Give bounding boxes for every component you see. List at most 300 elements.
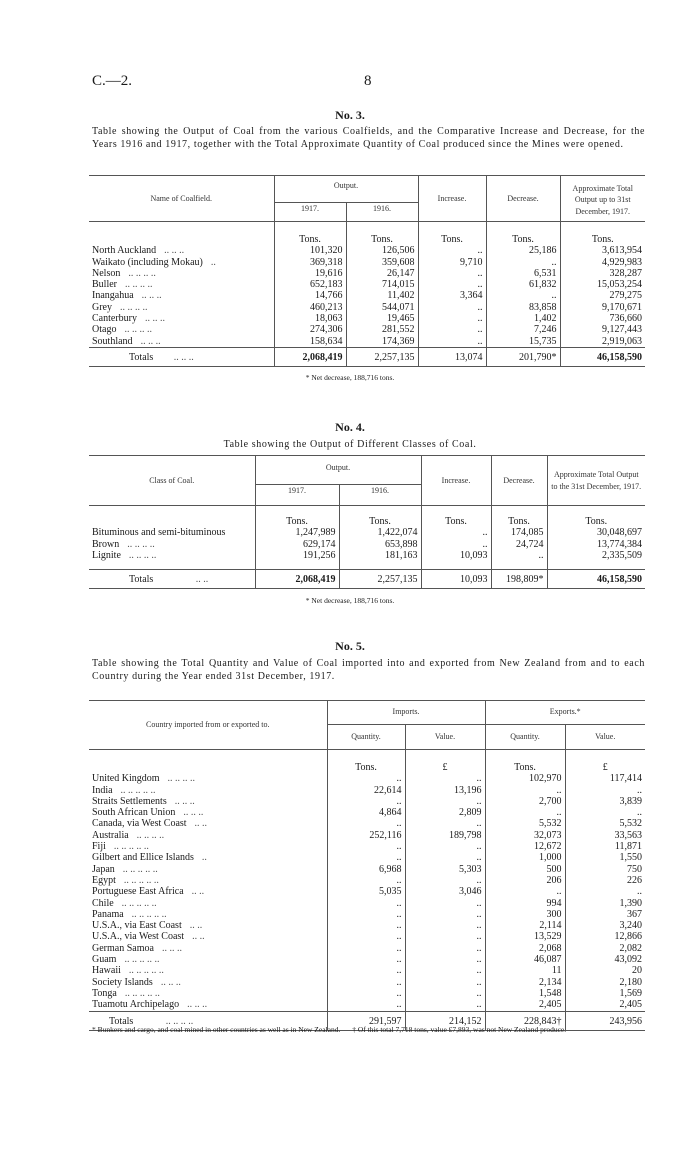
table4-cell-inc: .. <box>421 527 491 538</box>
table-row <box>89 257 645 268</box>
table5-cell-iq: .. <box>327 818 405 829</box>
table-row <box>89 302 645 313</box>
table5-cell-eq: 500 <box>485 864 565 875</box>
table3-row-leader: .. .. .. <box>140 335 161 347</box>
table5-row-name: U.S.A., via East Coast <box>92 920 182 932</box>
table5-unit: Tons. <box>327 762 405 773</box>
table-row <box>89 336 645 348</box>
table3-cell-dec: 83,858 <box>486 302 560 313</box>
table5-cell-eq: 102,970 <box>485 773 565 784</box>
table5-cell-iq: 4,864 <box>327 807 405 818</box>
table5-cell-iv: .. <box>405 796 485 807</box>
table5-cell-ev: .. <box>565 785 645 796</box>
table4-header-1917: 1917. <box>255 485 339 506</box>
table5-header-exports: Exports.* <box>485 701 645 725</box>
table5-row-name: Australia <box>92 829 129 841</box>
table3-row-label <box>89 268 274 279</box>
table4 <box>89 455 645 589</box>
table-row <box>89 785 645 796</box>
table5-row-leader: .. .. .. .. .. <box>122 863 158 875</box>
table5-cell-eq: 5,532 <box>485 818 565 829</box>
table5-row-name: Egypt <box>92 874 116 886</box>
table5-cell-iq: .. <box>327 773 405 784</box>
table4-total-1916: 2,257,135 <box>339 570 421 589</box>
table5-cell-iv: .. <box>405 909 485 920</box>
table5-cell-eq: .. <box>485 807 565 818</box>
table5-cell-eq: 2,405 <box>485 999 565 1011</box>
table3-cell-y1917: 101,320 <box>274 245 346 256</box>
table-row <box>89 909 645 920</box>
table5-row-leader: .. .. <box>191 886 205 898</box>
table4-header-decrease: Decrease. <box>491 456 547 506</box>
table5-row-label <box>89 785 327 796</box>
table5-row-name: German Samoa <box>92 942 154 954</box>
table-row <box>89 988 645 999</box>
table5-cell-eq: 206 <box>485 875 565 886</box>
table5-row-label <box>89 807 327 818</box>
table5-row-name: Gilbert and Ellice Islands <box>92 852 194 864</box>
table-row <box>89 954 645 965</box>
table4-cell-y1916: 181,163 <box>339 550 421 561</box>
table3-cell-inc: .. <box>418 268 486 279</box>
table5-total-import-quantity: 291,597 <box>327 1011 405 1030</box>
table5-row-name: Canada, via West Coast <box>92 818 187 830</box>
table5-cell-eq: 2,700 <box>485 796 565 807</box>
table5-row-name: Guam <box>92 954 117 966</box>
table5-row-label <box>89 852 327 863</box>
table-row <box>89 830 645 841</box>
table3-cell-dec: 6,531 <box>486 268 560 279</box>
table5-header-import-quantity: Quantity. <box>327 725 405 750</box>
table-row <box>89 898 645 909</box>
table3-totals-leader: .. .. .. <box>173 351 194 363</box>
table4-total-decrease: 198,809* <box>491 570 547 589</box>
table5-row-name: Fiji <box>92 841 106 853</box>
table4-total-1917: 2,068,419 <box>255 570 339 589</box>
table5-cell-iv: .. <box>405 965 485 976</box>
table4-cell-y1917: 1,247,989 <box>255 527 339 538</box>
table5-row-name: South African Union <box>92 807 176 819</box>
table3-cell-total: 9,170,671 <box>560 302 645 313</box>
table5-cell-ev: 367 <box>565 909 645 920</box>
table5-cell-iv: 189,798 <box>405 830 485 841</box>
table5-cell-eq: 2,114 <box>485 920 565 931</box>
table-row <box>89 943 645 954</box>
table5-row-label <box>89 977 327 988</box>
table5-row-name: Tuamotu Archipelago <box>92 999 180 1011</box>
table5-cell-iq: .. <box>327 898 405 909</box>
table5-cell-ev: 117,414 <box>565 773 645 784</box>
table-row <box>89 841 645 852</box>
table5-row-label <box>89 999 327 1011</box>
table3-cell-total: 2,919,063 <box>560 336 645 348</box>
table5-cell-eq: 300 <box>485 909 565 920</box>
table5-row-name: United Kingdom <box>92 773 160 785</box>
table5-unit: £ <box>405 762 485 773</box>
table5-cell-iv: .. <box>405 999 485 1011</box>
table5-header-export-value: Value. <box>565 725 645 750</box>
table-row <box>89 268 645 279</box>
table5 <box>89 700 645 1031</box>
table5-row-label <box>89 818 327 829</box>
table-row <box>89 773 645 784</box>
table5-cell-iq: .. <box>327 988 405 999</box>
table4-cell-total: 2,335,509 <box>547 550 645 561</box>
table3-cell-inc: .. <box>418 336 486 348</box>
table5-cell-iv: .. <box>405 954 485 965</box>
table5-row-label <box>89 830 327 841</box>
table5-row-leader: .. <box>201 852 207 864</box>
table4-unit: Tons. <box>421 516 491 527</box>
table3-unit: Tons. <box>486 234 560 245</box>
table3-header-decrease: Decrease. <box>486 176 560 222</box>
table3-row-label <box>89 336 274 348</box>
table-row <box>89 818 645 829</box>
table5-row-label <box>89 864 327 875</box>
table-row <box>89 539 645 550</box>
table5-cell-iq: .. <box>327 875 405 886</box>
table4-unit: Tons. <box>491 516 547 527</box>
table5-cell-iv: .. <box>405 875 485 886</box>
table4-row-name: Lignite <box>92 549 121 561</box>
table3-number: No. 3. <box>335 108 365 122</box>
table3-row-label <box>89 313 274 324</box>
table3-total-decrease: 201,790* <box>486 347 560 366</box>
table5-cell-eq: 13,529 <box>485 931 565 942</box>
table5-row-name: Portuguese East Africa <box>92 886 184 898</box>
table-row <box>89 245 645 256</box>
table5-cell-ev: 20 <box>565 965 645 976</box>
table5-total-export-quantity: 228,843† <box>485 1011 565 1030</box>
table-row <box>89 931 645 942</box>
table4-cell-inc: .. <box>421 539 491 550</box>
table3-header-name: Name of Coalfield. <box>150 193 213 203</box>
table5-totals-leader: .. .. .. .. <box>165 1015 194 1027</box>
table3-cell-y1916: 11,402 <box>346 290 418 301</box>
table5-row-label <box>89 886 327 897</box>
table5-cell-iv: .. <box>405 943 485 954</box>
table3-cell-total: 328,287 <box>560 268 645 279</box>
table-row <box>89 313 645 324</box>
table5-row-label <box>89 773 327 784</box>
table-row <box>89 920 645 931</box>
table5-totals-label: Totals <box>109 1015 134 1027</box>
table5-cell-iq: 6,968 <box>327 864 405 875</box>
table4-number: No. 4. <box>335 420 365 434</box>
table5-cell-iv: .. <box>405 931 485 942</box>
table5-row-name: Society Islands <box>92 976 153 988</box>
table5-cell-eq: 994 <box>485 898 565 909</box>
table3-cell-dec: .. <box>486 257 560 268</box>
table5-row-name: Panama <box>92 908 124 920</box>
table5-row-label <box>89 988 327 999</box>
table5-cell-iq: 22,614 <box>327 785 405 796</box>
table3-row-name: Canterbury <box>92 313 137 325</box>
table3-row-leader: .. .. .. .. <box>125 279 153 291</box>
table3-row-label <box>89 245 274 256</box>
table3-cell-dec: .. <box>486 290 560 301</box>
table3-row-leader: .. .. .. <box>141 290 162 302</box>
table4-cell-inc: 10,093 <box>421 550 491 561</box>
table3-unit: Tons. <box>346 234 418 245</box>
table5-cell-iv: .. <box>405 898 485 909</box>
table5-cell-iq: .. <box>327 920 405 931</box>
table5-cell-iq: .. <box>327 999 405 1011</box>
table-row <box>89 527 645 538</box>
table4-row-label <box>89 527 255 538</box>
table5-row-name: India <box>92 784 113 796</box>
table5-cell-ev: 2,180 <box>565 977 645 988</box>
table4-unit: Tons. <box>255 516 339 527</box>
table5-cell-eq: 1,000 <box>485 852 565 863</box>
table4-total-increase: 10,093 <box>421 570 491 589</box>
table3-row-label <box>89 324 274 335</box>
table5-cell-ev: 11,871 <box>565 841 645 852</box>
table3-cell-inc: .. <box>418 313 486 324</box>
table5-cell-ev: 5,532 <box>565 818 645 829</box>
table5-row-label <box>89 796 327 807</box>
table3-cell-y1916: 714,015 <box>346 279 418 290</box>
table3-cell-y1916: 26,147 <box>346 268 418 279</box>
table5-cell-iv: .. <box>405 977 485 988</box>
table3-row-name: Inangahua <box>92 290 134 302</box>
page-reference: C.—2. <box>92 73 133 89</box>
table5-row-label <box>89 920 327 931</box>
table3-unit: Tons. <box>560 234 645 245</box>
table4-title: Table showing the Output of Different Classes of Coal. <box>223 439 477 450</box>
table-row <box>89 290 645 301</box>
table5-header-imports: Imports. <box>327 701 485 725</box>
table5-cell-eq: .. <box>485 886 565 897</box>
table5-row-leader: .. .. <box>189 920 203 932</box>
table-row <box>89 977 645 988</box>
table3-unit: Tons. <box>274 234 346 245</box>
table5-cell-iv: .. <box>405 988 485 999</box>
table3-row-name: Buller <box>92 279 117 291</box>
table5-cell-ev: 43,092 <box>565 954 645 965</box>
table-row <box>89 324 645 335</box>
table3-cell-total: 4,929,983 <box>560 257 645 268</box>
table-row <box>89 965 645 976</box>
table4-cell-y1916: 653,898 <box>339 539 421 550</box>
table5-row-leader: .. .. .. .. .. <box>123 874 159 886</box>
table5-cell-eq: 11 <box>485 965 565 976</box>
table3-row-leader: .. .. .. .. <box>128 267 156 279</box>
table5-cell-iv: .. <box>405 818 485 829</box>
table5-cell-iv: .. <box>405 852 485 863</box>
table5-row-leader: .. .. .. <box>187 999 208 1011</box>
table5-cell-eq: 1,548 <box>485 988 565 999</box>
table3-cell-y1916: 126,506 <box>346 245 418 256</box>
table5-row-name: Tonga <box>92 987 117 999</box>
table3-cell-inc: .. <box>418 324 486 335</box>
table3-row-label <box>89 302 274 313</box>
table4-row-name: Brown <box>92 538 120 550</box>
table3-cell-y1917: 460,213 <box>274 302 346 313</box>
table5-cell-eq: 12,672 <box>485 841 565 852</box>
table3-row-label <box>89 290 274 301</box>
table3-cell-y1917: 274,306 <box>274 324 346 335</box>
table3-cell-dec: 1,402 <box>486 313 560 324</box>
table4-unit: Tons. <box>547 516 645 527</box>
table3-cell-y1917: 18,063 <box>274 313 346 324</box>
table3-total-increase: 13,074 <box>418 347 486 366</box>
table5-row-leader: .. .. .. .. <box>167 773 195 785</box>
table4-header-increase: Increase. <box>421 456 491 506</box>
table-row <box>89 279 645 290</box>
table3-cell-inc: 3,364 <box>418 290 486 301</box>
table4-header-output: Output. <box>255 456 421 485</box>
table4-header-approx: Approximate Total Output to the 31st December, 1917. <box>547 456 645 506</box>
table5-cell-iq: .. <box>327 965 405 976</box>
table5-cell-iq: .. <box>327 841 405 852</box>
table5-cell-iv: .. <box>405 773 485 784</box>
table5-cell-iv: 13,196 <box>405 785 485 796</box>
table4-row-leader: .. .. .. .. <box>128 549 157 561</box>
table-row <box>89 875 645 886</box>
table5-cell-iv: .. <box>405 841 485 852</box>
table3-row-name: Nelson <box>92 267 121 279</box>
table3-cell-dec: 25,186 <box>486 245 560 256</box>
table3-cell-inc: 9,710 <box>418 257 486 268</box>
table3 <box>89 175 645 367</box>
table4-cell-y1917: 629,174 <box>255 539 339 550</box>
table3-row-name: Grey <box>92 301 112 313</box>
table5-cell-iq: .. <box>327 954 405 965</box>
table5-cell-ev: 226 <box>565 875 645 886</box>
table3-total-approx: 46,158,590 <box>560 347 645 366</box>
table4-footnote: * Net decrease, 188,716 tons. <box>305 596 395 605</box>
table3-cell-y1917: 652,183 <box>274 279 346 290</box>
table4-totals-label: Totals <box>129 574 154 586</box>
table5-header-import-value: Value. <box>405 725 485 750</box>
table5-row-label <box>89 898 327 909</box>
table5-cell-ev: 1,550 <box>565 852 645 863</box>
table5-cell-iv: 5,303 <box>405 864 485 875</box>
table5-row-label <box>89 965 327 976</box>
table3-header-approx: Approximate Total Output up to 31st December, 1917. <box>560 176 645 222</box>
table5-row-name: Hawaii <box>92 965 121 977</box>
table5-cell-ev: 2,082 <box>565 943 645 954</box>
table5-row-leader: .. .. .. <box>174 795 195 807</box>
table5-row-leader: .. .. .. .. .. <box>124 954 160 966</box>
table5-row-name: Straits Settlements <box>92 795 167 807</box>
table5-cell-ev: 12,866 <box>565 931 645 942</box>
table5-row-leader: .. .. .. .. .. <box>128 965 164 977</box>
table5-cell-eq: 32,073 <box>485 830 565 841</box>
table5-cell-ev: 3,240 <box>565 920 645 931</box>
table5-row-leader: .. .. .. .. .. <box>124 987 160 999</box>
page-number: 8 <box>364 73 372 89</box>
table5-row-name: Chile <box>92 897 114 909</box>
table4-row-label <box>89 550 255 561</box>
table5-cell-ev: 1,390 <box>565 898 645 909</box>
table3-unit: Tons. <box>418 234 486 245</box>
table4-totals-leader: .. .. <box>195 574 209 586</box>
table5-row-label <box>89 909 327 920</box>
table3-cell-dec: 15,735 <box>486 336 560 348</box>
table3-cell-y1916: 359,608 <box>346 257 418 268</box>
table-row <box>89 550 645 561</box>
table5-row-label <box>89 954 327 965</box>
table3-row-name: Waikato (including Mokau) <box>92 256 203 268</box>
table4-row-label <box>89 539 255 550</box>
table4-header-1916: 1916. <box>339 485 421 506</box>
table5-cell-iq: .. <box>327 852 405 863</box>
table3-row-name: North Auckland <box>92 245 157 257</box>
table5-header-country: Country imported from or exported to. <box>145 720 270 730</box>
table3-row-label <box>89 257 274 268</box>
table-row <box>89 864 645 875</box>
table5-total-export-value: 243,956 <box>565 1011 645 1030</box>
table4-cell-dec: .. <box>491 550 547 561</box>
table5-cell-iq: .. <box>327 909 405 920</box>
table5-footnote-bunkers: * Bunkers and cargo, and coal mined in other countries as well as in New Zealand. <box>92 1025 341 1034</box>
table3-cell-y1916: 281,552 <box>346 324 418 335</box>
table5-cell-iv: 3,046 <box>405 886 485 897</box>
table3-cell-y1917: 158,634 <box>274 336 346 348</box>
table5-cell-ev: 750 <box>565 864 645 875</box>
table3-footnote: * Net decrease, 188,716 tons. <box>305 373 395 382</box>
table3-cell-y1917: 369,318 <box>274 257 346 268</box>
table5-row-label <box>89 931 327 942</box>
table5-cell-ev: .. <box>565 807 645 818</box>
table4-header-name: Class of Coal. <box>149 475 195 485</box>
table3-header-output: Output. <box>274 176 418 203</box>
table5-row-leader: .. .. .. .. .. <box>113 841 149 853</box>
table5-row-label <box>89 875 327 886</box>
table3-totals-label: Totals <box>129 351 154 363</box>
table3-cell-y1916: 544,071 <box>346 302 418 313</box>
table3-row-leader: .. .. .. <box>164 245 185 257</box>
table3-cell-y1916: 174,369 <box>346 336 418 348</box>
table3-cell-dec: 7,246 <box>486 324 560 335</box>
table3-cell-y1917: 14,766 <box>274 290 346 301</box>
table5-cell-ev: 3,839 <box>565 796 645 807</box>
table5-cell-iq: .. <box>327 931 405 942</box>
table4-cell-total: 13,774,384 <box>547 539 645 550</box>
table4-row-name: Bituminous and semi-bituminous <box>92 527 226 539</box>
table5-row-leader: .. .. .. .. .. <box>121 897 157 909</box>
table-row <box>89 999 645 1011</box>
table4-cell-y1916: 1,422,074 <box>339 527 421 538</box>
table5-header-export-quantity: Quantity. <box>485 725 565 750</box>
table5-row-label <box>89 943 327 954</box>
table3-header-increase: Increase. <box>418 176 486 222</box>
table5-cell-iq: .. <box>327 796 405 807</box>
table5-title: Table showing the Total Quantity and Value of Coal imported into and exported from New Zealand from and to each Country during the Year ended 31st December, 1917. <box>92 658 645 682</box>
table5-cell-iq: .. <box>327 977 405 988</box>
table3-row-label <box>89 279 274 290</box>
table5-total-import-value: 214,152 <box>405 1011 485 1030</box>
table4-cell-y1917: 191,256 <box>255 550 339 561</box>
table-row <box>89 886 645 897</box>
table-row <box>89 852 645 863</box>
table5-row-leader: .. .. .. .. .. <box>120 784 156 796</box>
table5-row-label <box>89 841 327 852</box>
table3-cell-y1917: 19,616 <box>274 268 346 279</box>
table4-unit: Tons. <box>339 516 421 527</box>
table3-row-name: Southland <box>92 335 133 347</box>
table5-cell-iq: 5,035 <box>327 886 405 897</box>
table5-cell-eq: 2,134 <box>485 977 565 988</box>
table3-row-name: Otago <box>92 324 117 336</box>
table5-cell-eq: 2,068 <box>485 943 565 954</box>
table3-cell-total: 9,127,443 <box>560 324 645 335</box>
table5-number: No. 5. <box>335 639 365 653</box>
table5-row-leader: .. .. .. <box>161 942 182 954</box>
table3-row-leader: .. .. .. .. <box>120 301 148 313</box>
